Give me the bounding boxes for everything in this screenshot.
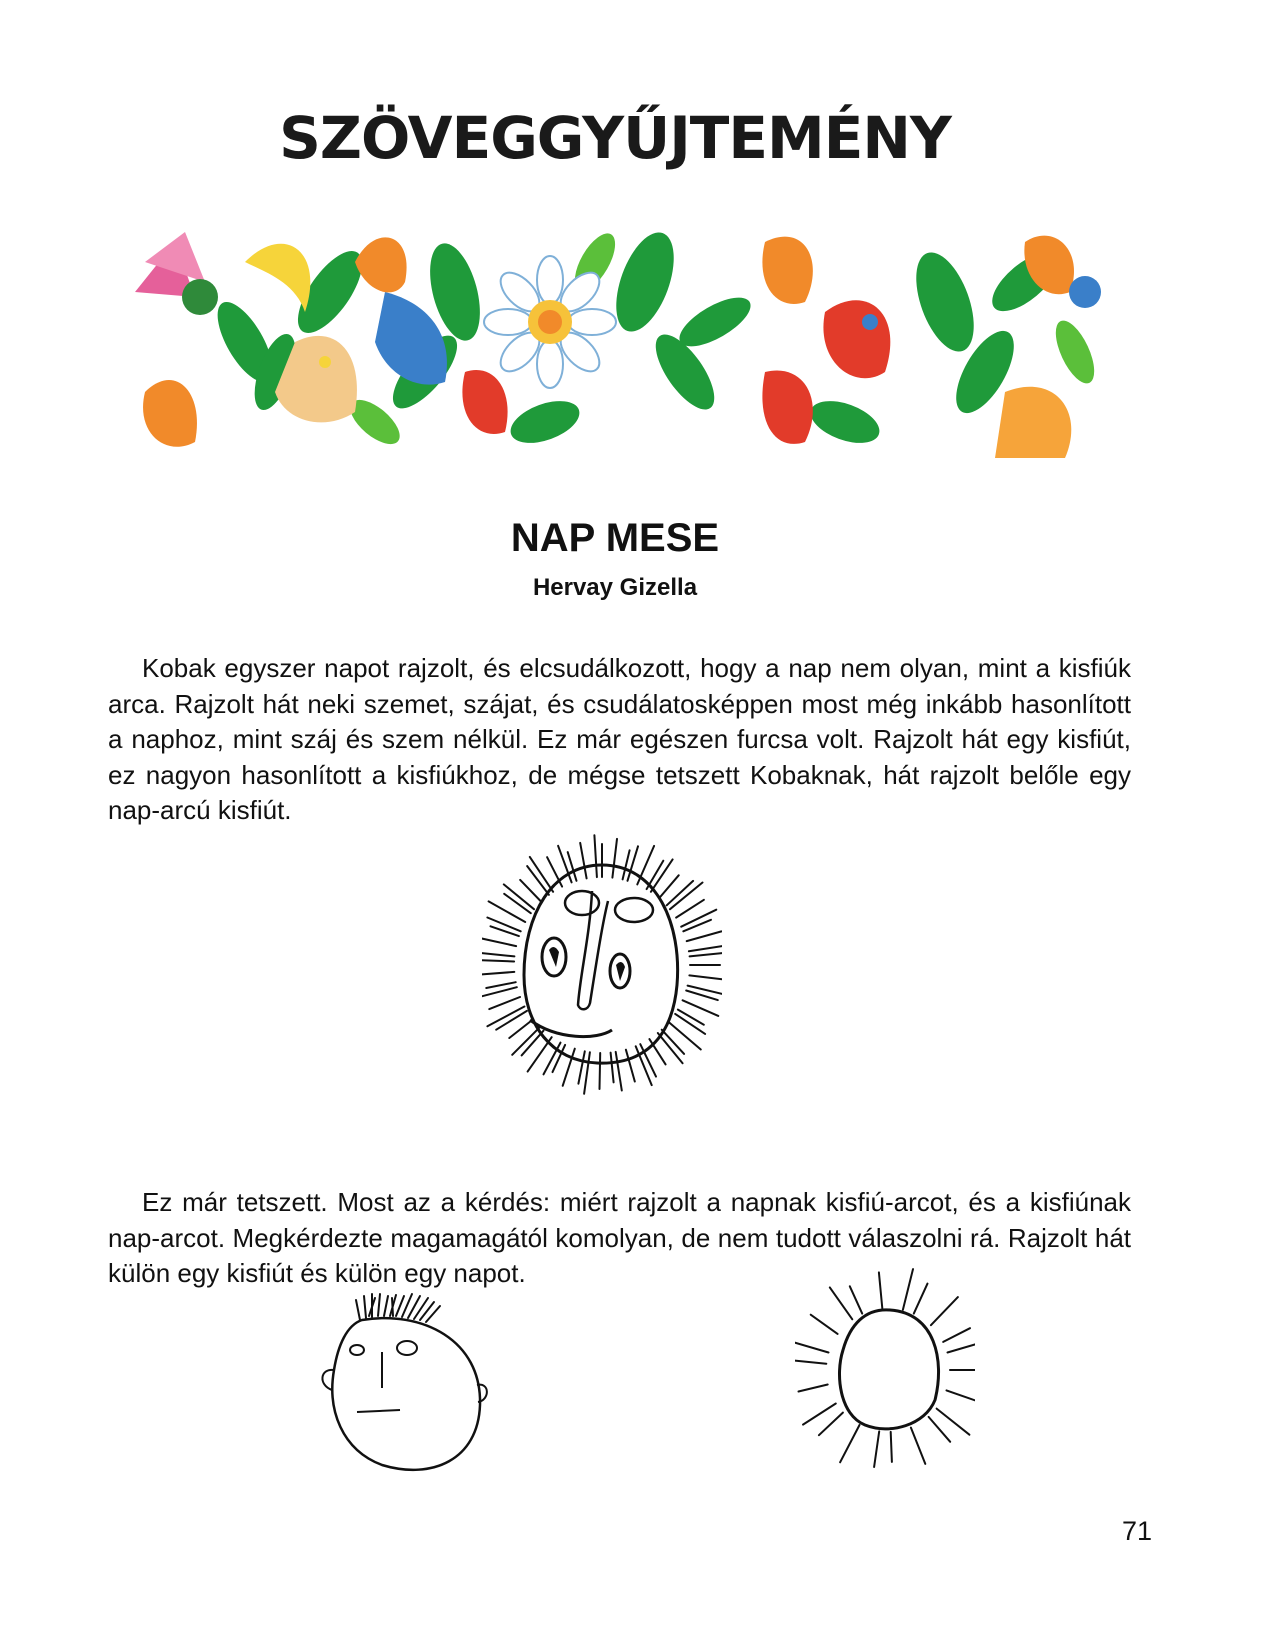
story-paragraph: Ez már tetszett. Most az a kérdés: miért rajzolt a napnak kisfiú-arcot, és a kisfiúnak nap-arcot. Megkérdezte magamagától komolyan, de nem tudott válaszolni rá. Rajzolt hát külön egy kisfiút és külön egy napot. — [108, 1187, 1131, 1288]
sun-drawing-icon — [795, 1265, 975, 1475]
boy-face-drawing-icon — [312, 1290, 512, 1490]
page-heading: SZÖVEGGYŰJTEMÉNY — [279, 104, 951, 172]
folk-floral-banner-icon — [125, 222, 1115, 458]
story-paragraph: Kobak egyszer napot rajzolt, és elcsudálkozott, hogy a nap nem olyan, mint a kisfiúk arca. Rajzolt hát neki szemet, szájat, és csudálatosképpen most még inkább hasonlított a naphoz, mint száj és szem nélkül. Ez már egészen furcsa volt. Rajzolt hát egy kisfiút, ez nagyon hasonlított a kisfiúkhoz, de mégse tetszett Kobaknak, hát rajzolt belőle egy nap-arcú kisfiút. — [108, 653, 1131, 825]
story-title: NAP MESE — [510, 516, 720, 560]
sun-with-face-drawing-icon — [482, 825, 722, 1095]
page-number: 71 — [1121, 1516, 1152, 1546]
story-author: Hervay Gizella — [532, 574, 698, 601]
